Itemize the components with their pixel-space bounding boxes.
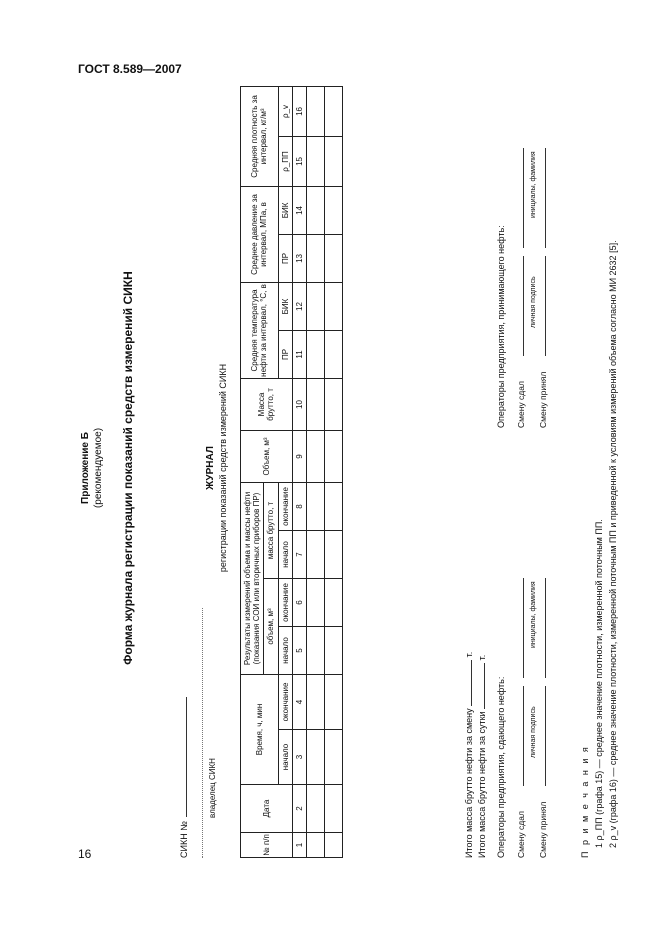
received-label: Смену принял (538, 801, 548, 858)
col-number: 2 (292, 785, 306, 833)
h-mass-start: начало (278, 530, 292, 578)
h-temp-bik: БИК (278, 282, 292, 330)
rotated-content (80, 78, 550, 858)
h-time: Время, ч, мин (241, 674, 279, 784)
initials-caption: инициалы, фамилия (530, 581, 537, 648)
h-rho-pp: ρ_ПП (278, 136, 292, 186)
total-shift-blank (471, 660, 472, 706)
col-number: 12 (292, 282, 306, 330)
empty-cell (324, 186, 342, 234)
col-number: 7 (292, 530, 306, 578)
col-number: 4 (292, 674, 306, 729)
ops-right-title: Операторы предприятия, принимающего нефть: (496, 225, 506, 428)
sikn-number-field (179, 608, 189, 858)
signature-caption: личная подпись (530, 706, 537, 758)
totals-block (463, 652, 489, 858)
initials-line (523, 148, 524, 248)
empty-cell (306, 430, 324, 482)
main-title: Форма журнала регистрации показаний средств измерений СИКН (121, 271, 135, 665)
total-day-unit: т. (477, 654, 487, 661)
empty-cell (306, 730, 324, 785)
note-2: 2 ρ_v (графа 16) — среднее значение плотности, измеренной поточным ПП и приведенной к условиям измерений объема согласно МИ 2632 [5]. (608, 240, 618, 848)
appendix-subtitle: (рекомендуемое) (93, 427, 104, 509)
empty-cell (306, 136, 324, 186)
signature-line (523, 686, 524, 786)
col-number: 10 (292, 378, 306, 430)
empty-cell (306, 578, 324, 626)
h-mass: масса брутто, т (264, 482, 278, 578)
signature-caption: личная подпись (530, 276, 537, 328)
empty-cell (306, 186, 324, 234)
empty-cell (306, 674, 324, 729)
signature-line (545, 686, 546, 786)
registration-table (240, 86, 343, 858)
h-volume: объем, м³ (264, 578, 278, 674)
empty-cell (306, 833, 324, 858)
note-1: 1 ρ_ПП (графа 15) — среднее значение плотности, измеренной поточным ПП. (594, 519, 604, 848)
col-number: 3 (292, 730, 306, 785)
h-num: № п/п (241, 833, 293, 858)
left-handed-row (516, 570, 526, 858)
h-pressure: Среднее давление за интервал, МПа, в (241, 186, 279, 282)
h-pres-bik: БИК (278, 186, 292, 234)
handed-label: Смену сдал (516, 381, 526, 428)
empty-cell (324, 282, 342, 330)
initials-line (523, 578, 524, 678)
total-shift-label: Итого масса брутто нефти за смену (464, 708, 474, 858)
total-shift (463, 652, 476, 858)
empty-cell (306, 626, 324, 674)
total-day-label: Итого масса брутто нефти за сутки (477, 711, 487, 858)
sikn-underline (186, 697, 187, 817)
notes-block (580, 78, 661, 858)
empty-cell (324, 330, 342, 378)
journal-subtitle: регистрации показаний средств измерений СИКН (218, 363, 228, 573)
col-number: 8 (292, 482, 306, 530)
empty-cell (324, 626, 342, 674)
right-handed-row (516, 140, 526, 428)
h-time-end: окончание (278, 674, 292, 729)
empty-cell (324, 136, 342, 186)
col-number: 11 (292, 330, 306, 378)
col-number: 9 (292, 430, 306, 482)
empty-cell (306, 530, 324, 578)
empty-cell (324, 430, 342, 482)
right-received-row (538, 140, 548, 428)
owner-caption: владелец СИКН (208, 758, 217, 818)
owner-line (202, 608, 203, 858)
col-number: 14 (292, 186, 306, 234)
empty-cell (324, 530, 342, 578)
col-number: 6 (292, 578, 306, 626)
empty-cell (324, 86, 342, 136)
initials-caption: инициалы, фамилия (530, 151, 537, 218)
ops-left-title: Операторы предприятия, сдающего нефть: (496, 676, 506, 858)
left-received-row (538, 570, 548, 858)
empty-cell (324, 578, 342, 626)
col-number: 15 (292, 136, 306, 186)
h-date: Дата (241, 785, 293, 833)
h-temp: Средняя температура нефти за интервал, °С, в (241, 282, 279, 378)
empty-cell (324, 234, 342, 282)
h-vol-start: начало (278, 626, 292, 674)
total-shift-unit: т. (464, 651, 474, 658)
h-mass-end: окончание (278, 482, 292, 530)
empty-cell (324, 674, 342, 729)
page-number: 16 (78, 847, 92, 861)
notes-title: П р и м е ч а н и я (580, 745, 590, 858)
appendix-title: Приложение Б (80, 432, 91, 504)
total-day (476, 652, 489, 858)
empty-cell (324, 785, 342, 833)
initials-line (545, 148, 546, 248)
signature-line (545, 256, 546, 356)
standard-header: ГОСТ 8.589—2007 (78, 62, 182, 76)
received-label: Смену принял (538, 371, 548, 428)
h-vol-end: окончание (278, 578, 292, 626)
h-volume-m3: Объем, м³ (241, 430, 293, 482)
empty-cell (324, 730, 342, 785)
signature-line (523, 256, 524, 356)
col-number: 13 (292, 234, 306, 282)
handed-label: Смену сдал (516, 811, 526, 858)
h-pres-pr: ПР (278, 234, 292, 282)
journal-title: ЖУРНАЛ (205, 446, 216, 490)
h-rho-v: ρ_v (278, 86, 292, 136)
empty-cell (306, 785, 324, 833)
empty-cell (306, 330, 324, 378)
h-mass-brutto: Масса брутто, т (241, 378, 293, 430)
col-number: 16 (292, 86, 306, 136)
total-day-blank (484, 663, 485, 709)
empty-cell (324, 833, 342, 858)
h-density: Средняя плотность за интервал, кг/м³ (241, 86, 279, 186)
empty-cell (306, 482, 324, 530)
empty-cell (306, 282, 324, 330)
h-temp-pr: ПР (278, 330, 292, 378)
empty-cell (306, 86, 324, 136)
sikn-label: СИКН № (179, 821, 189, 858)
empty-cell (324, 378, 342, 430)
empty-cell (306, 378, 324, 430)
initials-line (545, 578, 546, 678)
h-results: Результаты измерений объема и массы нефти (показания СОИ или вторичных приборов ПР) (241, 482, 264, 674)
empty-cell (324, 482, 342, 530)
col-number: 1 (292, 833, 306, 858)
empty-cell (306, 234, 324, 282)
col-number: 5 (292, 626, 306, 674)
h-time-start: начало (278, 730, 292, 785)
